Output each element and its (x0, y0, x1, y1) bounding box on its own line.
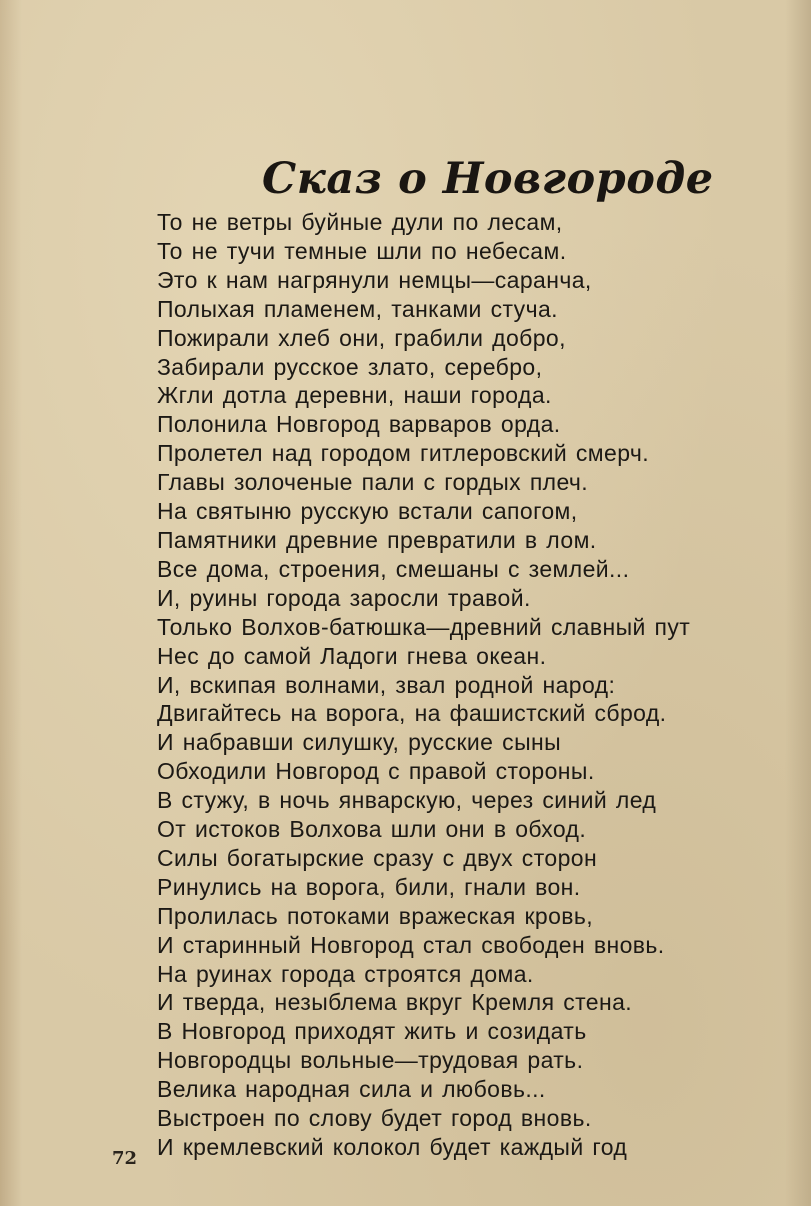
poem-line: Полыхая пламенем, танками стуча. (157, 295, 558, 322)
poem-line: В стужу, в ночь январскую, через синий лед (157, 787, 657, 814)
poem-line: И, руины города заросли травой. (157, 584, 531, 611)
poem-line: От истоков Волхова шли они в обход. (157, 816, 587, 843)
poem-title: Сказ о Новгороде (262, 154, 714, 204)
poem-line: Новгородцы вольные—трудовая рать. (157, 1047, 584, 1074)
poem-line: Пролилась потоками вражеская кровь, (157, 902, 594, 929)
poem-line: И набравши силушку, русские сыны (157, 729, 562, 756)
poem-line: Нес до самой Ладоги гнева океан. (157, 642, 547, 669)
poem-line: Пожирали хлеб они, грабили добро, (157, 324, 566, 351)
poem-line: Забирали русское злато, серебро, (157, 353, 543, 380)
poem-line: Выстроен по слову будет город вновь. (157, 1105, 592, 1132)
poem-body (157, 208, 811, 1162)
poem-line: Жгли дотла деревни, наши города. (157, 382, 552, 409)
poem-line: На руинах города строятся дома. (157, 960, 534, 987)
poem-line: Ринулись на ворога, били, гнали вон. (157, 873, 581, 900)
poem-line: Двигайтесь на ворога, на фашистский сброд. (157, 700, 667, 727)
poem-line: Все дома, строения, смешаны с землей... (157, 555, 630, 582)
poem-line: Это к нам нагрянули немцы—саранча, (157, 266, 592, 293)
poem-line: Памятники древние превратили в лом. (157, 526, 597, 553)
poem-line: Обходили Новгород с правой стороны. (157, 758, 595, 785)
poem-line: То не тучи темные шли по небесам. (157, 237, 567, 264)
poem-line: В Новгород приходят жить и созидать (157, 1018, 587, 1045)
poem-line: То не ветры буйные дули по лесам, (157, 209, 563, 235)
poem-line: Силы богатырские сразу с двух сторон (157, 844, 598, 871)
poem-line: На святыню русскую встали сапогом, (157, 498, 578, 525)
poem-line: И кремлевский колокол будет каждый год (157, 1134, 628, 1160)
poem-line: Велика народная сила и любовь... (157, 1076, 546, 1103)
page-number: 72 (112, 1148, 138, 1169)
poem-line: И старинный Новгород стал свободен вновь. (157, 931, 665, 958)
poem-line: Пролетел над городом гитлеровский смерч. (157, 440, 650, 467)
poem-line: Полонила Новгород варваров орда. (157, 411, 561, 438)
poem-line: И, вскипая волнами, звал родной народ: (157, 671, 616, 698)
poem-line: Только Волхов-батюшка—древний славный пут (157, 613, 691, 640)
poem-line: И тверда, незыблема вкруг Кремля стена. (157, 989, 633, 1016)
poem-line: Главы золоченые пали с гордых плеч. (157, 469, 589, 496)
